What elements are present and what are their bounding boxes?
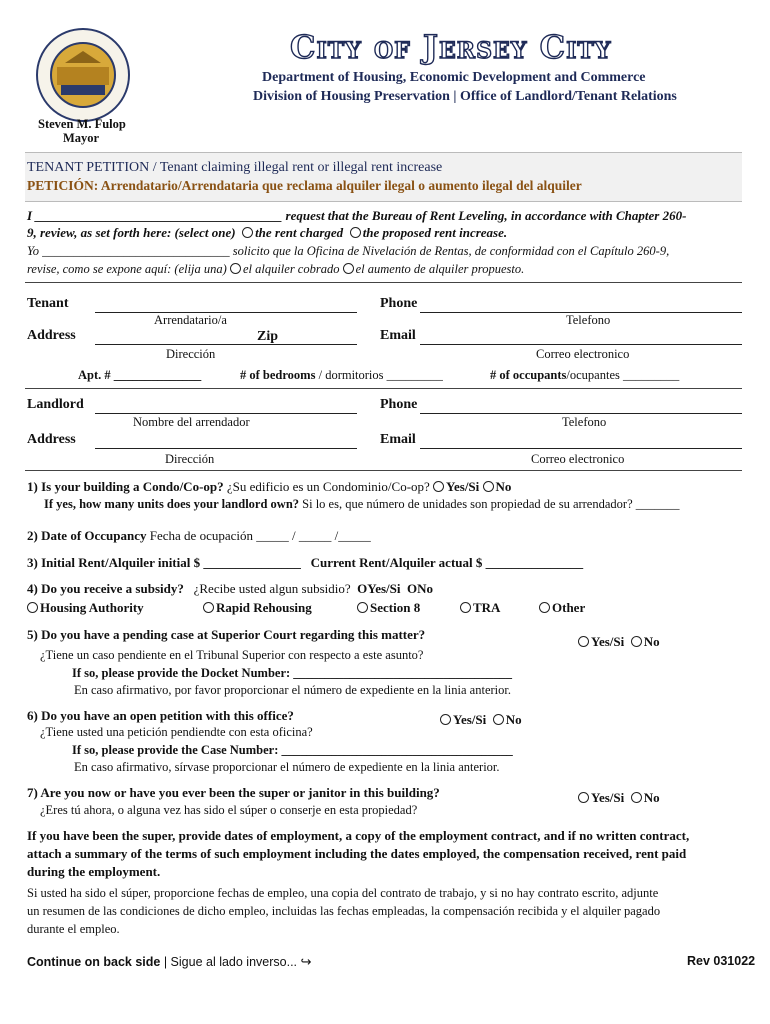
super-note-es-1: Si usted ha sido el súper, proporcione fechas de empleo, una copia del contrato de trabajo, y si no hay contrato escrito, adjunte: [27, 886, 659, 900]
continue-note: [27, 954, 311, 970]
bedrooms-sub: / dormitorios _________: [315, 368, 443, 382]
tenant-address-sub: Dirección: [166, 347, 216, 361]
q1-row: [27, 479, 511, 495]
continue-rest: | Sigue al lado inverso...: [160, 955, 298, 969]
section8-label: Section 8: [370, 600, 421, 615]
request-en-line1: I ______________________________________ request that the Bureau of Rent Leveling, in accordance with Chapter 260-: [27, 208, 687, 223]
tenant-address-label: Address: [27, 328, 76, 343]
proposed-increase-label: the proposed rent increase.: [362, 225, 508, 240]
q4-opt-rapid-rehousing[interactable]: [203, 600, 312, 616]
q6-case-es: En caso afirmativo, sírvase proporcionar el número de expediente en la linia anterior.: [74, 760, 500, 774]
tenant-phone-sub: Telefono: [566, 313, 611, 327]
q7-question-es: ¿Eres tú ahora, o alguna vez has sido el súper o conserje en esta propiedad?: [40, 803, 418, 817]
q1-no-label: No: [495, 479, 512, 494]
landlord-name-field[interactable]: [95, 413, 357, 414]
petition-title-en: TENANT PETITION / Tenant claiming illegal rent or illegal rent increase: [27, 160, 443, 175]
q2-row: [27, 528, 371, 544]
divider: [25, 388, 742, 389]
q4-opt-section8[interactable]: [357, 600, 420, 616]
q1-question: 1) Is your building a Condo/Co-op?: [27, 479, 224, 494]
q1-followup: [44, 497, 680, 512]
super-note-en-1: If you have been the super, provide dates of employment, a copy of the employment contract, and if no written contract,: [27, 828, 690, 843]
mayor-title: Mayor: [63, 131, 100, 145]
q7-no-label: No: [643, 790, 660, 805]
q5-options: [578, 634, 660, 650]
alquiler-cobrado-label: el alquiler cobrado: [242, 262, 340, 276]
mayor-name: Steven M. Fulop: [38, 117, 126, 131]
super-note-en-2: attach a summary of the terms of such employment including the dates employed, the compensation received, rent paid: [27, 846, 687, 861]
landlord-phone-label: Phone: [380, 397, 418, 412]
landlord-address-sub: Dirección: [165, 452, 215, 466]
q3-current-rent[interactable]: Current Rent/Alquiler actual $ _______________: [310, 555, 584, 570]
landlord-phone-sub: Telefono: [562, 415, 607, 429]
landlord-phone-field[interactable]: [420, 413, 742, 414]
q7-question: 7) Are you now or have you ever been the super or janitor in this building?: [27, 785, 440, 800]
apt-field[interactable]: Apt. # ______________: [78, 368, 202, 382]
landlord-sub: Nombre del arrendador: [133, 415, 250, 429]
revision-label: Rev 031022: [687, 954, 756, 968]
landlord-email-label: Email: [380, 432, 416, 447]
tenant-label: Tenant: [27, 296, 69, 311]
rapid-rehousing-label: Rapid Rehousing: [216, 600, 312, 615]
request-en-prefix: 9, review, as set forth here: (select one): [27, 225, 236, 240]
request-es-prefix: revise, como se expone aquí: (elija una): [27, 262, 227, 276]
landlord-email-sub: Correo electronico: [531, 452, 625, 466]
aumento-propuesto-label: el aumento de alquiler propuesto.: [355, 262, 525, 276]
tenant-email-label: Email: [380, 328, 416, 343]
turn-page-icon: ↪: [300, 954, 312, 969]
q6-options: [440, 712, 522, 728]
housing-authority-label: Housing Authority: [40, 600, 144, 615]
q6-yes-label: Yes/Si: [453, 712, 487, 727]
tenant-sub: Arrendatario/a: [154, 313, 227, 327]
occupants-field[interactable]: [490, 368, 679, 383]
super-note-en-3: during the employment.: [27, 864, 161, 879]
q1-follow-en: If yes, how many units does your landlord own?: [44, 497, 300, 511]
divider: [25, 470, 742, 471]
divider: [25, 282, 742, 283]
q5-yes-label: Yes/Si: [591, 634, 625, 649]
q7-options: [578, 790, 660, 806]
section8-radio[interactable]: [357, 602, 368, 613]
super-note-es-2: un resumen de las condiciones de dicho empleo, incluidas las fechas empleadas, la compensación recibida y el alquiler pagado: [27, 904, 661, 918]
continue-bold: Continue on back side: [27, 955, 161, 969]
q4-question-es: ¿Recibe usted algun subsidio?: [193, 581, 351, 596]
q3-row: [27, 555, 583, 571]
aumento-propuesto-radio[interactable]: [343, 263, 354, 274]
rent-charged-label: the rent charged: [255, 225, 344, 240]
q3-initial-rent[interactable]: 3) Initial Rent/Alquiler initial $ _______________: [27, 555, 301, 570]
department-line: Department of Housing, Economic Development and Commerce: [262, 70, 646, 85]
tenant-email-sub: Correo electronico: [536, 347, 630, 361]
q1-no-radio[interactable]: [483, 481, 494, 492]
q2-question: 2) Date of Occupancy: [27, 528, 147, 543]
rent-charged-radio[interactable]: [242, 227, 253, 238]
alquiler-cobrado-radio[interactable]: [230, 263, 241, 274]
tra-radio[interactable]: [460, 602, 471, 613]
rapid-rehousing-radio[interactable]: [203, 602, 214, 613]
q6-case-field[interactable]: If so, please provide the Case Number: _____________________________________: [72, 743, 513, 757]
q4-yes-option[interactable]: OYes/Si: [357, 581, 401, 596]
q1-yes-label: Yes/Si: [446, 479, 480, 494]
q5-docket-field[interactable]: If so, please provide the Docket Number: ___________________________________: [72, 666, 513, 680]
q5-question-es: ¿Tiene un caso pendiente en el Tribunal Superior con respecto a este asunto?: [40, 648, 424, 662]
tra-label: TRA: [473, 600, 501, 615]
q4-opt-housing-authority[interactable]: [27, 600, 144, 616]
q4-opt-other[interactable]: [539, 600, 585, 616]
bedrooms-field[interactable]: [240, 368, 443, 383]
tenant-phone-label: Phone: [380, 296, 418, 311]
q1-yes-radio[interactable]: [433, 481, 444, 492]
q6-question-es: ¿Tiene usted una petición pendiendte con esta oficina?: [40, 725, 313, 739]
q4-opt-tra[interactable]: [460, 600, 500, 616]
request-es-line1: Yo ______________________________ solicito que la Oficina de Nivelación de Rentas, de conformidad con el Capítulo 260-9,: [27, 244, 670, 258]
housing-authority-radio[interactable]: [27, 602, 38, 613]
q6-yes-radio[interactable]: [440, 714, 451, 725]
page-title: City of Jersey City: [290, 28, 612, 66]
petition-title-es: PETICIÓN: Arrendatario/Arrendataria que reclama alquiler ilegal o aumento ilegal del alquiler: [27, 178, 582, 193]
q4-row: [27, 581, 433, 597]
tenant-email-field[interactable]: [420, 344, 742, 345]
request-en-line2: [27, 225, 507, 241]
landlord-email-field[interactable]: [420, 448, 742, 449]
q7-no-radio[interactable]: [631, 792, 642, 803]
bedrooms-label: # of bedrooms: [240, 368, 316, 382]
tenant-zip-label: Zip: [257, 329, 279, 344]
q5-no-radio[interactable]: [631, 636, 642, 647]
tenant-address-field[interactable]: [95, 344, 357, 345]
proposed-increase-radio[interactable]: [350, 227, 361, 238]
q5-yes-radio[interactable]: [578, 636, 589, 647]
q1-follow-es[interactable]: Si lo es, que número de unidades son propiedad de su arrendador? _______: [302, 497, 680, 511]
landlord-address-field[interactable]: [95, 448, 357, 449]
occupants-label: # of occupants: [490, 368, 567, 382]
q5-docket-es: En caso afirmativo, por favor proporcionar el número de expediente en la linia anterior.: [74, 683, 511, 697]
q6-no-label: No: [505, 712, 522, 727]
super-note-es-3: durante el empleo.: [27, 922, 120, 936]
other-radio[interactable]: [539, 602, 550, 613]
q6-question: 6) Do you have an open petition with this office?: [27, 708, 294, 723]
q5-no-label: No: [643, 634, 660, 649]
city-seal: [35, 27, 131, 123]
division-line: Division of Housing Preservation | Office of Landlord/Tenant Relations: [253, 89, 677, 104]
landlord-label: Landlord: [27, 397, 84, 412]
q7-yes-radio[interactable]: [578, 792, 589, 803]
q4-no-option[interactable]: ONo: [407, 581, 434, 596]
q7-yes-label: Yes/Si: [591, 790, 625, 805]
landlord-address-label: Address: [27, 432, 76, 447]
q2-date-field[interactable]: Fecha de ocupación _____ / _____ /_____: [149, 528, 371, 543]
q4-question: 4) Do you receive a subsidy?: [27, 581, 184, 596]
request-es-line2: [27, 262, 524, 277]
q5-question: 5) Do you have a pending case at Superior Court regarding this matter?: [27, 627, 426, 642]
occupants-sub: /ocupantes _________: [566, 368, 680, 382]
q1-question-es: ¿Su edificio es un Condominio/Co-op?: [226, 479, 430, 494]
q6-no-radio[interactable]: [493, 714, 504, 725]
other-label: Other: [552, 600, 586, 615]
